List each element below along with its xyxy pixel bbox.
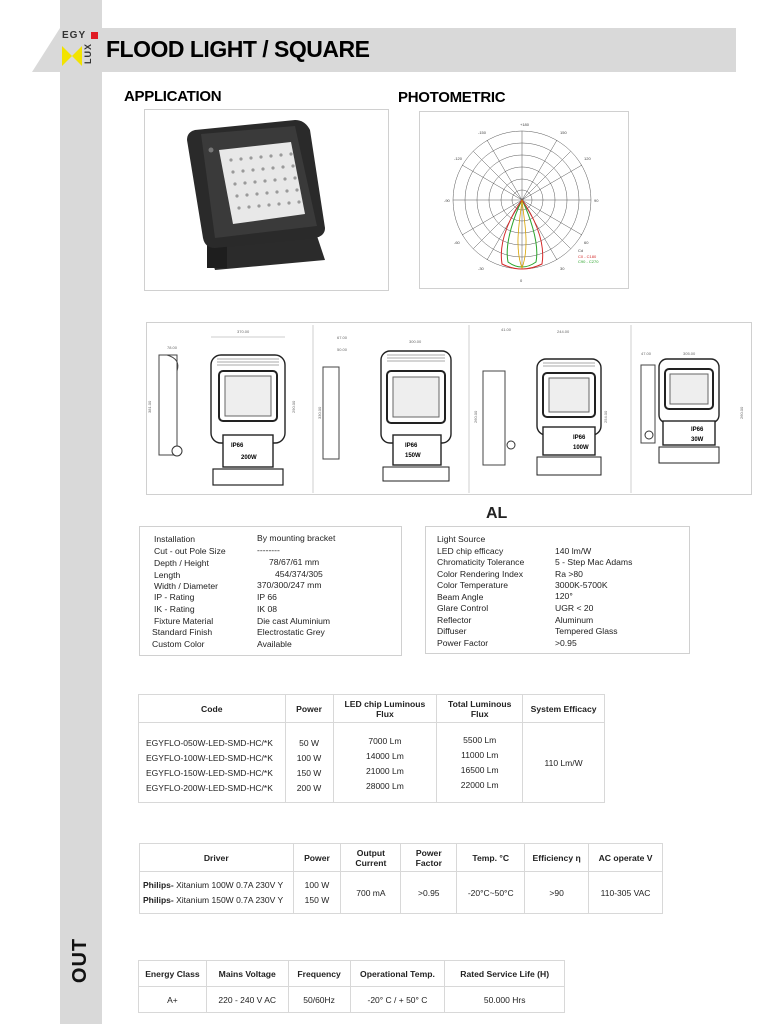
- angle-label: 150: [560, 130, 567, 135]
- drawing-label: IP66: [691, 427, 704, 433]
- angle-label: +180: [520, 122, 530, 127]
- table-header: Power Factor: [401, 844, 457, 872]
- angle-label: -60: [454, 240, 460, 245]
- spec-value: 140 lm/W: [555, 546, 592, 556]
- spec-label: Depth / Height: [154, 558, 209, 568]
- energy-table: [138, 960, 565, 1013]
- table-cell: EGYFLO-150W-LED-SMD-HC/*K: [146, 767, 273, 778]
- spec-value: Ra >80: [555, 569, 583, 579]
- table-header: Temp. °C: [457, 844, 525, 872]
- codes-table: [138, 694, 605, 803]
- table-cell: 14000 Lm: [365, 750, 404, 761]
- spec-value: 5 - Step Mac Adams: [555, 557, 633, 567]
- table-header: Power: [285, 695, 333, 723]
- spec-value: 78/67/61 mm: [269, 557, 320, 567]
- angle-label: 90: [594, 198, 599, 203]
- driver-row: [143, 878, 293, 893]
- dimension-drawings: [147, 323, 751, 494]
- table-header: Efficiency η: [525, 844, 589, 872]
- table-cell: -20°C~50°C: [457, 872, 525, 914]
- table-cell: 22000 Lm: [460, 779, 499, 790]
- table-cell: 50 W: [299, 737, 319, 748]
- flood-light-product-image: [145, 110, 388, 290]
- table-cell: 11000 Lm: [461, 749, 499, 760]
- angle-label: 30: [560, 266, 565, 271]
- driver-cell: [140, 872, 294, 914]
- side-label: OUT: [69, 937, 92, 983]
- dimension-label: 300.00: [409, 339, 422, 344]
- spec-value: --------: [257, 545, 280, 555]
- spec-label: Fixture Material: [154, 616, 214, 626]
- table-header: Code: [139, 695, 286, 723]
- logo-egy-text: EGY: [62, 30, 87, 41]
- angle-label: -150: [478, 130, 487, 135]
- brand-logo: [60, 30, 102, 72]
- spec-label: IP - Rating: [154, 592, 195, 602]
- table-cell: 110-305 VAC: [589, 872, 663, 914]
- spec-value: Aluminum: [555, 615, 594, 625]
- spec-value: IK 08: [257, 604, 278, 614]
- drawing-label: 100W: [573, 445, 589, 451]
- logo-red-square: [91, 32, 98, 39]
- table-header: Total Luminous Flux: [437, 695, 523, 723]
- table-header: Power: [293, 844, 341, 872]
- drawing-label: 150W: [405, 453, 421, 459]
- table-cell: -20° C / + 50° C: [350, 987, 445, 1013]
- dimension-label: 260.00: [739, 406, 744, 419]
- spec-label: Reflector: [437, 615, 472, 625]
- angle-label: 0: [520, 278, 523, 283]
- table-header: Driver: [140, 844, 294, 872]
- table-header: Energy Class: [139, 961, 207, 987]
- spec-label: Color Temperature: [437, 580, 509, 590]
- driver-powers-cell: [293, 872, 341, 914]
- photometric-heading: PHOTOMETRIC: [398, 89, 506, 106]
- drawing-label: IP66: [231, 443, 244, 449]
- table-cell: 700 mA: [341, 872, 401, 914]
- table-header: System Efficacy: [523, 695, 605, 723]
- page-title: FLOOD LIGHT / SQUARE: [106, 36, 370, 62]
- dimension-label: 47.00: [641, 351, 652, 356]
- driver-row: [143, 893, 293, 908]
- spec-label: LED chip efficacy: [437, 546, 504, 556]
- logo-lux-text: LUX: [83, 43, 93, 64]
- spec-label: Color Rendering Index: [437, 569, 523, 579]
- spec-value: By mounting bracket: [257, 533, 336, 543]
- spec-label: Length: [154, 570, 181, 580]
- spec-label: Standard Finish: [152, 627, 213, 637]
- spec-value: 120°: [555, 591, 573, 601]
- table-cell: 150 W: [296, 767, 322, 778]
- table-cell: 28000 Lm: [365, 780, 404, 791]
- table-header: Rated Service Life (H): [445, 961, 565, 987]
- spec-value: 454/374/305: [275, 569, 323, 579]
- codes-cell: [139, 723, 286, 803]
- table-cell: 100 W: [296, 752, 322, 763]
- spec-label: Installation: [154, 534, 196, 544]
- table-header: Operational Temp.: [350, 961, 445, 987]
- driver-model: Xitanium 100W 0.7A 230V Y: [173, 879, 284, 890]
- chip-flux-cell: [333, 723, 437, 803]
- dimension-label: 305.00: [683, 351, 696, 356]
- driver-model: Xitanium 150W 0.7A 230V Y: [173, 894, 284, 905]
- dimension-label: 67.00: [337, 335, 348, 340]
- table-header: Mains Voltage: [206, 961, 288, 987]
- angle-label: 120: [584, 156, 591, 161]
- angle-label: -120: [454, 156, 463, 161]
- dimension-label: 254.00: [603, 410, 608, 423]
- driver-brand: Philips-: [143, 879, 174, 890]
- application-image-box: [144, 109, 389, 291]
- angle-label: 60: [584, 240, 589, 245]
- logo-bowtie-icon: [62, 44, 84, 68]
- dimension-label: 41.00: [501, 327, 512, 332]
- dimension-drawings-box: [146, 322, 752, 495]
- drawing-label: 200W: [241, 455, 257, 461]
- spec-label: Diffuser: [437, 626, 467, 636]
- table-cell: 5500 Lm: [463, 734, 497, 745]
- table-header: Output Current: [341, 844, 401, 872]
- spec-value: >0.95: [555, 638, 577, 648]
- dimension-label: 330.00: [317, 406, 322, 419]
- legend-label: Cd: [578, 248, 584, 253]
- dimension-label: 290.00: [291, 400, 296, 413]
- table-header: Frequency: [288, 961, 350, 987]
- table-cell: >0.95: [401, 872, 457, 914]
- driver-table: [139, 843, 663, 914]
- spec-value: 370/300/247 mm: [257, 580, 322, 590]
- table-cell: 110 Lm/W: [523, 723, 605, 803]
- drawing-label: 30W: [691, 437, 704, 443]
- legend-label: C0 - C180: [578, 254, 597, 259]
- photometric-diagram-box: [419, 111, 629, 289]
- table-cell: 7000 Lm: [368, 735, 402, 746]
- application-heading: APPLICATION: [124, 88, 222, 105]
- table-cell: EGYFLO-200W-LED-SMD-HC/*K: [146, 782, 273, 793]
- table-cell: 150 W: [304, 894, 330, 905]
- angle-label: -90: [444, 198, 450, 203]
- drawing-label: IP66: [405, 443, 418, 449]
- table-cell: EGYFLO-050W-LED-SMD-HC/*K: [146, 737, 273, 748]
- al-heading: AL: [486, 505, 508, 522]
- table-cell: 50/60Hz: [288, 987, 350, 1013]
- table-cell: >90: [525, 872, 589, 914]
- spec-label: Custom Color: [152, 639, 205, 649]
- powers-cell: [285, 723, 333, 803]
- polar-diagram: [420, 112, 628, 288]
- spec-label: Beam Angle: [437, 592, 484, 602]
- spec-label: Chromaticity Tolerance: [437, 557, 525, 567]
- spec-label: Light Source: [437, 534, 486, 544]
- dimension-label: 78.00: [167, 345, 178, 350]
- dimension-label: 260.00: [473, 410, 478, 423]
- table-cell: 200 W: [296, 782, 322, 793]
- driver-brand: Philips-: [143, 894, 174, 905]
- dimension-label: 381.00: [147, 400, 152, 413]
- table-header: AC operate V: [589, 844, 663, 872]
- spec-label: IK - Rating: [154, 604, 195, 614]
- spec-value: IP 66: [257, 592, 277, 602]
- spec-value: Available: [257, 639, 292, 649]
- spec-value: Die cast Aluminium: [257, 616, 331, 626]
- table-cell: 220 - 240 V AC: [206, 987, 288, 1013]
- spec-value: Tempered Glass: [555, 626, 618, 636]
- table-cell: 16500 Lm: [460, 764, 499, 775]
- legend-label: C90 - C270: [578, 259, 599, 264]
- angle-label: -30: [478, 266, 484, 271]
- spec-value: Electrostatic Grey: [257, 627, 325, 637]
- table-cell: A+: [139, 987, 207, 1013]
- dimension-label: 50.00: [337, 347, 348, 352]
- spec-label: Power Factor: [437, 638, 489, 648]
- spec-value: 3000K-5700K: [555, 580, 608, 590]
- total-flux-cell: [437, 723, 523, 803]
- drawing-label: IP66: [573, 435, 586, 441]
- table-header: LED chip Luminous Flux: [333, 695, 437, 723]
- dimension-label: 370.00: [237, 329, 250, 334]
- dimension-label: 244.00: [557, 329, 570, 334]
- table-cell: 100 W: [304, 879, 330, 890]
- spec-label: Glare Control: [437, 603, 489, 613]
- spec-label: Cut - out Pole Size: [154, 546, 226, 556]
- spec-value: UGR < 20: [555, 603, 594, 613]
- spec-label: Width / Diameter: [154, 581, 218, 591]
- table-cell: 50.000 Hrs: [445, 987, 565, 1013]
- table-cell: 21000 Lm: [365, 765, 404, 776]
- side-strip: [60, 0, 102, 1024]
- table-cell: EGYFLO-100W-LED-SMD-HC/*K: [146, 752, 273, 763]
